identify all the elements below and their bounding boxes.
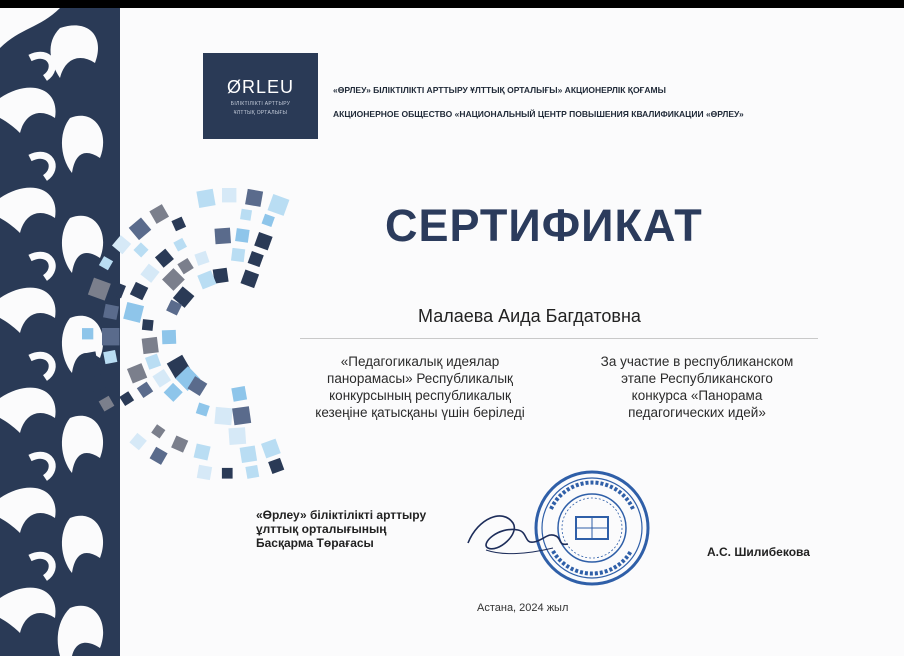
desc-kz-line: кезеңіне қатысқаны үшін беріледі <box>315 405 525 420</box>
mosaic-tile <box>254 232 272 250</box>
mosaic-tile <box>151 424 165 438</box>
mosaic-tile <box>145 354 161 370</box>
mosaic-tile <box>194 443 211 460</box>
mosaic-tile <box>240 209 252 221</box>
mosaic-tile <box>173 238 187 252</box>
recipient-name: Малаева Аида Багдатовна <box>418 306 641 326</box>
mosaic-tile <box>109 281 126 298</box>
mosaic-tile <box>262 214 275 227</box>
mosaic-tile <box>171 217 186 232</box>
city-year: Астана, 2024 жыл <box>477 602 569 614</box>
mosaic-tile <box>240 446 258 464</box>
mosaic-tile <box>142 337 159 354</box>
mosaic-tile <box>88 278 111 301</box>
mosaic-tile <box>228 427 246 445</box>
desc-ru-line: За участие в республиканском <box>600 354 794 369</box>
mosaic-tile <box>127 363 147 383</box>
signer-name: А.С. Шилибекова <box>707 545 810 559</box>
mosaic-tile <box>171 436 188 453</box>
mosaic-tile <box>103 350 117 364</box>
organization-kz: «ӨРЛЕУ» БІЛІКТІЛІКТІ АРТТЫРУ ҰЛТТЫҚ ОРТАЛЫҒЫ» АКЦИОНЕРЛІК ҚОҒАМЫ <box>333 85 666 95</box>
chair-title <box>256 508 426 550</box>
logo-sub-2: ҰЛТТЫҚ ОРТАЛЫҒЫ <box>233 110 288 116</box>
mosaic-tile <box>231 248 245 262</box>
description-ru <box>572 353 822 421</box>
certificate-page <box>0 8 904 656</box>
mosaic-tile <box>162 330 176 344</box>
mosaic-tile <box>89 374 107 392</box>
mosaic-tile <box>102 328 119 345</box>
mosaic-tile <box>130 282 148 300</box>
mosaic-tile <box>245 465 259 479</box>
mosaic-tile <box>140 264 159 283</box>
mosaic-tile <box>177 258 193 274</box>
mosaic-tile <box>133 242 148 257</box>
mosaic-tile <box>150 447 168 465</box>
mosaic-tile <box>149 204 169 224</box>
certificate-title: СЕРТИФИКАТ <box>385 200 703 251</box>
mosaic-tile <box>245 189 263 207</box>
mosaic-tile <box>268 458 284 474</box>
logo-sub-1: БІЛІКТІЛІКТІ АРТТЫРУ <box>230 101 291 107</box>
mosaic-tile <box>196 189 215 208</box>
mosaic-tile <box>231 386 247 402</box>
mosaic-tile <box>248 251 264 267</box>
desc-kz-line: конкурсының республикалық <box>329 388 511 403</box>
mosaic-tile <box>137 382 153 398</box>
mosaic-tile <box>112 235 131 254</box>
mosaic-tile <box>119 391 134 406</box>
mosaic-tile <box>123 302 144 323</box>
mosaic-tile <box>152 369 171 388</box>
mosaic-tile <box>164 383 183 402</box>
mosaic-tile <box>83 351 97 365</box>
chair-line: «Өрлеу» біліктілікті арттыру <box>256 508 427 522</box>
mosaic-tile <box>99 396 115 412</box>
mosaic-tile <box>162 268 185 291</box>
mosaic-tile <box>129 433 146 450</box>
organization-ru: АКЦИОНЕРНОЕ ОБЩЕСТВО «НАЦИОНАЛЬНЫЙ ЦЕНТР ПОВЫШЕНИЯ КВАЛИФИКАЦИИ «ӨРЛЕУ» <box>333 109 744 119</box>
signature <box>458 498 588 568</box>
name-underline <box>300 338 818 339</box>
mosaic-tile <box>82 328 93 339</box>
mosaic-tile <box>129 218 152 241</box>
desc-kz-line: панорамасы» Республикалық <box>327 371 513 386</box>
mosaic-tile <box>232 406 251 425</box>
mosaic-tile <box>214 407 232 425</box>
mosaic-tile <box>222 188 236 202</box>
mosaic-tile <box>214 228 231 245</box>
description-kz <box>290 353 550 421</box>
mosaic-tile <box>197 465 212 480</box>
desc-kz-line: «Педагогикалық идеялар <box>340 354 500 369</box>
mosaic-tile <box>261 439 281 459</box>
mosaic-graphic <box>70 186 310 486</box>
chair-line: ұлттық орталығының <box>256 522 387 536</box>
mosaic-tile <box>142 319 154 331</box>
mosaic-tile <box>155 249 174 268</box>
desc-ru-line: этапе Республиканского <box>621 371 773 386</box>
mosaic-tile <box>194 251 209 266</box>
desc-ru-line: педагогических идей» <box>628 405 766 420</box>
mosaic-tile <box>268 194 290 216</box>
desc-ru-line: конкурса «Панорама <box>631 388 763 403</box>
mosaic-tile <box>235 228 250 243</box>
mosaic-tile <box>222 468 233 479</box>
mosaic-tile <box>99 256 113 270</box>
mosaic-tile <box>196 403 210 417</box>
mosaic-tile <box>103 304 119 320</box>
logo-word: ØRLEU <box>226 77 294 97</box>
orleu-logo <box>203 53 318 139</box>
chair-line: Басқарма Төрағасы <box>256 536 374 550</box>
mosaic-tile <box>240 270 259 289</box>
